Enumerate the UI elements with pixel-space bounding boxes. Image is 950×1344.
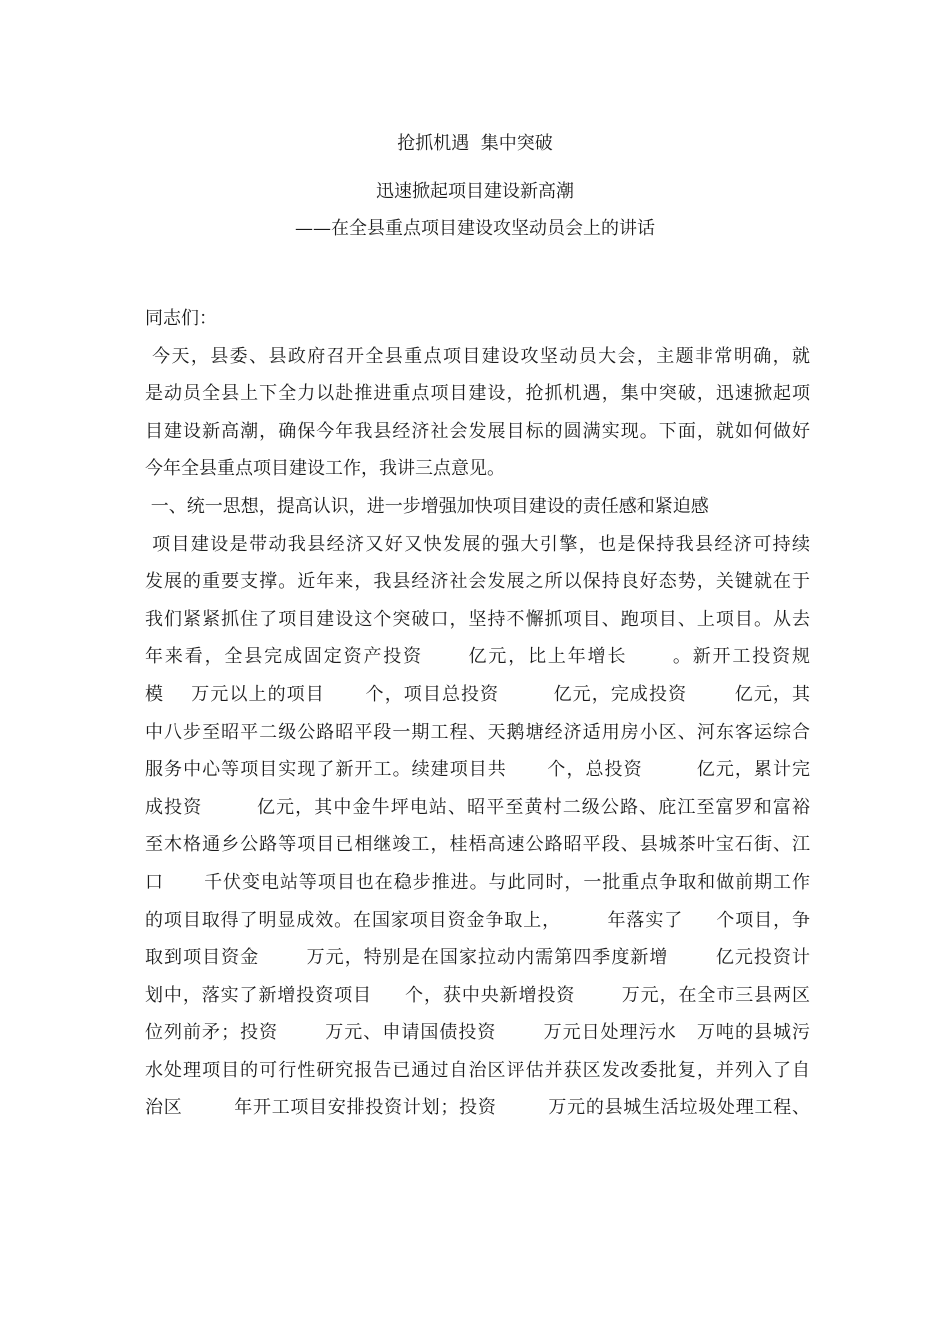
body-line: 发展的重要支撑。近年来，我县经济社会发展之所以保持良好态势，关键就在于 <box>145 571 810 593</box>
document-subtitle: 迅速掀起项目建设新高潮 <box>376 181 574 202</box>
body-line: 的项目取得了明显成效。在国家项目资金争取上， 年落实了 个项目，争 <box>145 909 810 931</box>
body-line: 取到项目资金 万元，特别是在国家拉动内需第四季度新增 亿元投资计 <box>145 947 810 969</box>
body-line: 至木格通乡公路等项目已相继竣工，桂梧高速公路昭平段、县城茶叶宝石街、江 <box>145 834 810 856</box>
body-line: 位列前矛；投资 万元、申请国债投资 万元日处理污水 万吨的县城污 <box>145 1022 810 1044</box>
body-line: 中八步至昭平二级公路昭平段一期工程、天鹅塘经济适用房小区、河东客运综合 <box>145 721 810 743</box>
body-line: 今年全县重点项目建设工作，我讲三点意见。 <box>145 458 505 480</box>
salutation: 同志们： <box>145 308 217 329</box>
body-line: 划中，落实了新增投资项目 个，获中央新增投资 万元，在全市三县两区 <box>145 984 810 1006</box>
body-line: 模 万元以上的项目 个，项目总投资 亿元，完成投资 亿元，其 <box>145 683 810 705</box>
body-line: 水处理项目的可行性研究报告已通过自治区评估并获区发改委批复，并列入了自 <box>145 1059 810 1081</box>
body-line: 目建设新高潮，确保今年我县经济社会发展目标的圆满实现。下面，就如何做好 <box>145 420 810 442</box>
body-line: 是动员全县上下全力以赴推进重点项目建设，抢抓机遇，集中突破，迅速掀起项 <box>145 383 810 405</box>
body-line: 一、统一思想，提高认识，进一步增强加快项目建设的责任感和紧迫感 <box>145 495 709 517</box>
speech-body <box>145 300 810 1127</box>
body-line: 治区 年开工项目安排投资计划；投资 万元的县城生活垃圾处理工程、 <box>145 1097 810 1119</box>
body-line: 我们紧紧抓住了项目建设这个突破口，坚持不懈抓项目、跑项目、上项目。从去 <box>145 608 810 630</box>
document-title: 抢抓机遇 集中突破 <box>397 133 553 154</box>
body-line: 口 千伏变电站等项目也在稳步推进。与此同时，一批重点争取和做前期工作 <box>145 871 810 893</box>
body-line: 年来看，全县完成固定资产投资 亿元，比上年增长 。新开工投资规 <box>145 646 810 668</box>
body-line: 成投资 亿元，其中金牛坪电站、昭平至黄村二级公路、庇江至富罗和富裕 <box>145 796 810 818</box>
body-line: 服务中心等项目实现了新开工。续建项目共 个，总投资 亿元，累计完 <box>145 759 810 781</box>
speech-occasion: ——在全县重点项目建设攻坚动员会上的讲话 <box>295 218 655 239</box>
body-line: 今天，县委、县政府召开全县重点项目建设攻坚动员大会，主题非常明确，就 <box>145 345 810 367</box>
body-line: 项目建设是带动我县经济又好又快发展的强大引擎，也是保持我县经济可持续 <box>145 533 810 555</box>
